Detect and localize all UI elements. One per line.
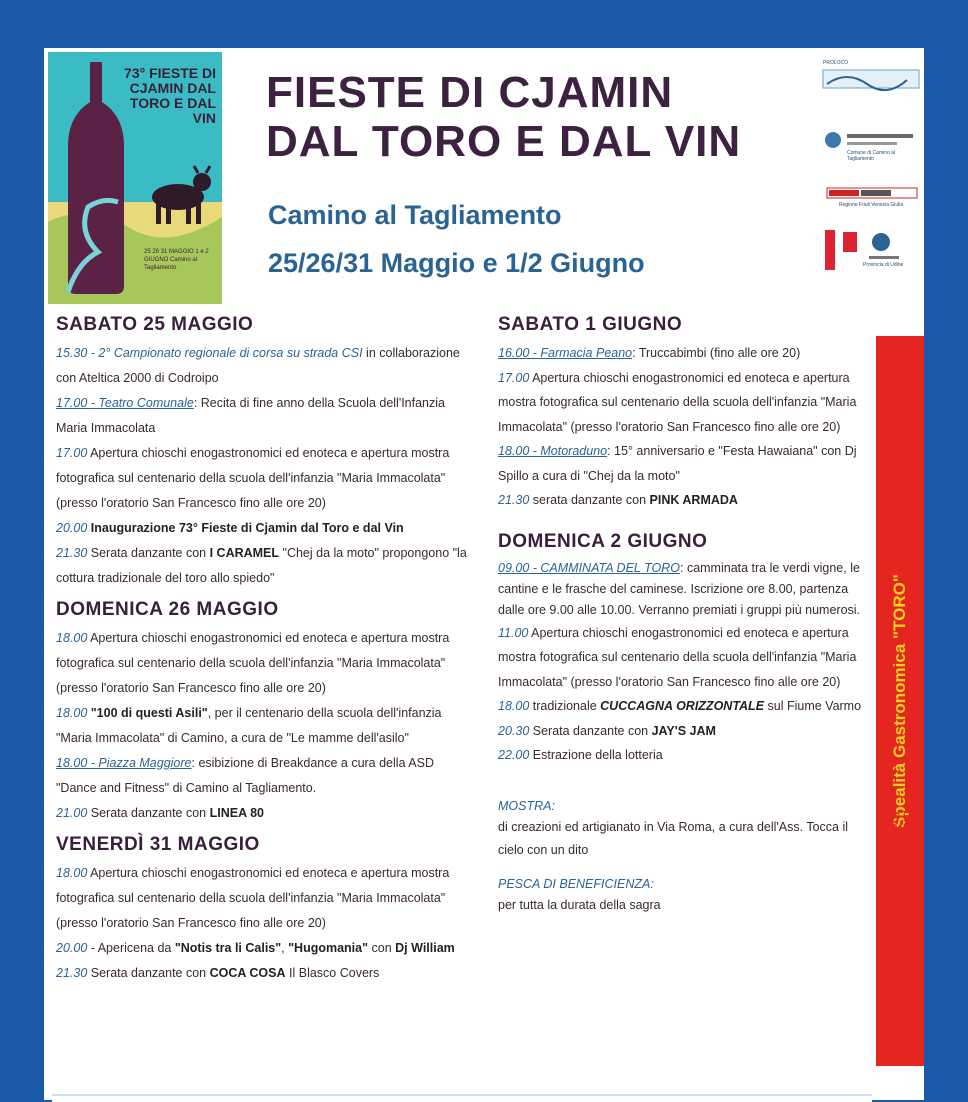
section-sabato-25 <box>56 314 468 591</box>
subtitle-location: Camino al Tagliamento <box>268 200 562 230</box>
note-heading-pesca: PESCA DI BENEFICIENZA: <box>498 876 654 891</box>
title-line-2: DAL TORO E DAL VIN <box>266 117 742 166</box>
section-domenica-26 <box>56 599 468 826</box>
sponsor-logos <box>819 56 923 286</box>
website-contact <box>887 810 913 986</box>
event-item: 21.00 Serata danzante con LINEA 80 <box>56 806 265 820</box>
logo-graphics <box>819 56 923 286</box>
logo-proloco: PROLOCO <box>823 60 849 66</box>
event-item: 17.00 Apertura chioschi enogastronomici ed enoteca e apertura mostra fotografica sul centenario della scuola dell'infanzia "Maria Immacolata" (presso l'oratorio San Francesco fino alle ore 20) <box>56 446 450 510</box>
event-item: 18.00 - Motoraduno: 15° anniversario e "Festa Hawaiana" con Dj Spillo a cura di "Chej da la moto" <box>498 444 857 483</box>
specialty-label: Spealità Gastronomica "TORO" <box>890 574 909 828</box>
schedule-left-column <box>56 314 468 990</box>
event-item: 09.00 - CAMMINATA DEL TORO: camminata tra le verdi vigne, le cantine e le frasche del caminese. Iscrizione ore 8.00, partenza dalle ore 9.00 alle 10.00. Verranno premiati i gruppi più numerosi. <box>498 560 861 617</box>
section-heading: VENERDÌ 31 MAGGIO <box>56 834 260 855</box>
section-heading: DOMENICA 2 GIUGNO <box>498 530 708 552</box>
event-item: 18.00 tradizionale CUCCAGNA ORIZZONTALE sul Fiume Varmo <box>498 699 862 713</box>
logo-comune: Comune di Camino al Tagliamento <box>847 150 896 162</box>
event-item: 21.30 Serata danzante con I CARAMEL "Chej da la moto" propongono "la cottura tradizionale del toro allo spiedo" <box>56 546 467 585</box>
website-link[interactable]: www.caminoaltagliamento.org <box>886 811 900 985</box>
event-item: 11.00 Apertura chioschi enogastronomici ed enoteca e apertura mostra fotografica sul centenario della scuola dell'infanzia "Maria Immacolata" (presso l'oratorio San Francesco fino alle ore 20) <box>498 625 857 689</box>
poster-small-text: 25 26 31 MAGGIO 1 e 2 GIUGNO Camino al Tagliamento <box>144 249 209 271</box>
schedule-right-column <box>498 314 868 929</box>
event-item: 16.00 - Farmacia Peano: Truccabimbi (fino alle ore 20) <box>498 346 801 360</box>
event-item: 17.00 Apertura chioschi enogastronomici ed enoteca e apertura mostra fotografica sul centenario della scuola dell'infanzia "Maria Immacolata" (presso l'oratorio San Francesco fino alle ore 20) <box>498 370 857 434</box>
title-line-1: FIESTE DI CJAMIN <box>266 68 674 117</box>
section-heading: SABATO 1 GIUGNO <box>498 314 683 335</box>
event-item: 22.00 Estrazione della lotteria <box>498 748 663 762</box>
flyer-sheet <box>44 48 924 1100</box>
event-item: 18.00 Apertura chioschi enogastronomici ed enoteca e apertura mostra fotografica sul centenario della scuola dell'infanzia "Maria Immacolata" (presso l'oratorio San Francesco fino alle ore 20) <box>56 866 450 930</box>
section-heading: SABATO 25 MAGGIO <box>56 314 254 335</box>
notes-block <box>498 796 868 917</box>
bottom-strip <box>52 1094 872 1102</box>
note-heading-mostra: MOSTRA: <box>498 798 555 813</box>
event-item: 20.00 - Apericena da "Notis tra li Calis", "Hugomania" con Dj William <box>56 941 455 955</box>
event-item: 21.30 Serata danzante con COCA COSA Il Blasco Covers <box>56 966 380 980</box>
section-domenica-2 <box>498 531 868 768</box>
event-item: 18.00 - Piazza Maggiore: esibizione di Breakdance a cura della ASD "Dance and Fitness" di Camino al Tagliamento. <box>56 756 435 795</box>
event-item: 18.00 Apertura chioschi enogastronomici ed enoteca e apertura mostra fotografica sul centenario della scuola dell'infanzia "Maria Immacolata" (presso l'oratorio San Francesco fino alle ore 20) <box>56 631 450 695</box>
event-item: 20.00 Inaugurazione 73° Fieste di Cjamin dal Toro e dal Vin <box>56 521 404 535</box>
email-link[interactable]: info@caminoaltagliamento.org <box>899 810 913 986</box>
event-item: 17.00 - Teatro Comunale: Recita di fine anno della Scuola dell'Infanzia Maria Immacolata <box>56 396 445 435</box>
poster-title: 73° FIESTE DI CJAMIN DAL TORO E DAL VIN <box>124 65 216 126</box>
section-venerdi-31 <box>56 834 468 986</box>
section-heading: DOMENICA 26 MAGGIO <box>56 599 279 620</box>
logo-provincia: Provincia di Udine <box>863 262 904 268</box>
note-text-mostra: di creazioni ed artigianato in Via Roma, a cura dell'Ass. Tocca il cielo con un dito <box>498 819 849 857</box>
subtitle-dates: 25/26/31 Maggio e 1/2 Giugno <box>268 248 645 278</box>
event-item: 15.30 - 2° Campionato regionale di corsa su strada CSI in collaborazione con Ateltica 2000 di Codroipo <box>56 346 460 385</box>
event-item: 20.30 Serata danzante con JAY'S JAM <box>498 723 716 738</box>
section-sabato-1 <box>498 314 868 513</box>
page-title <box>266 68 826 166</box>
event-item: 18.00 "100 di questi Asili", per il centenario della scuola dell'infanzia "Maria Immacolata" di Camino, a cura de "Le mamme dell'asilo" <box>56 706 442 745</box>
note-text-pesca: per tutta la durata della sagra <box>498 897 661 912</box>
logo-regione: Regione Friuli Venezia Giulia <box>839 202 904 208</box>
poster-image <box>48 52 222 304</box>
event-item: 21.30 serata danzante con PINK ARMADA <box>498 493 738 507</box>
